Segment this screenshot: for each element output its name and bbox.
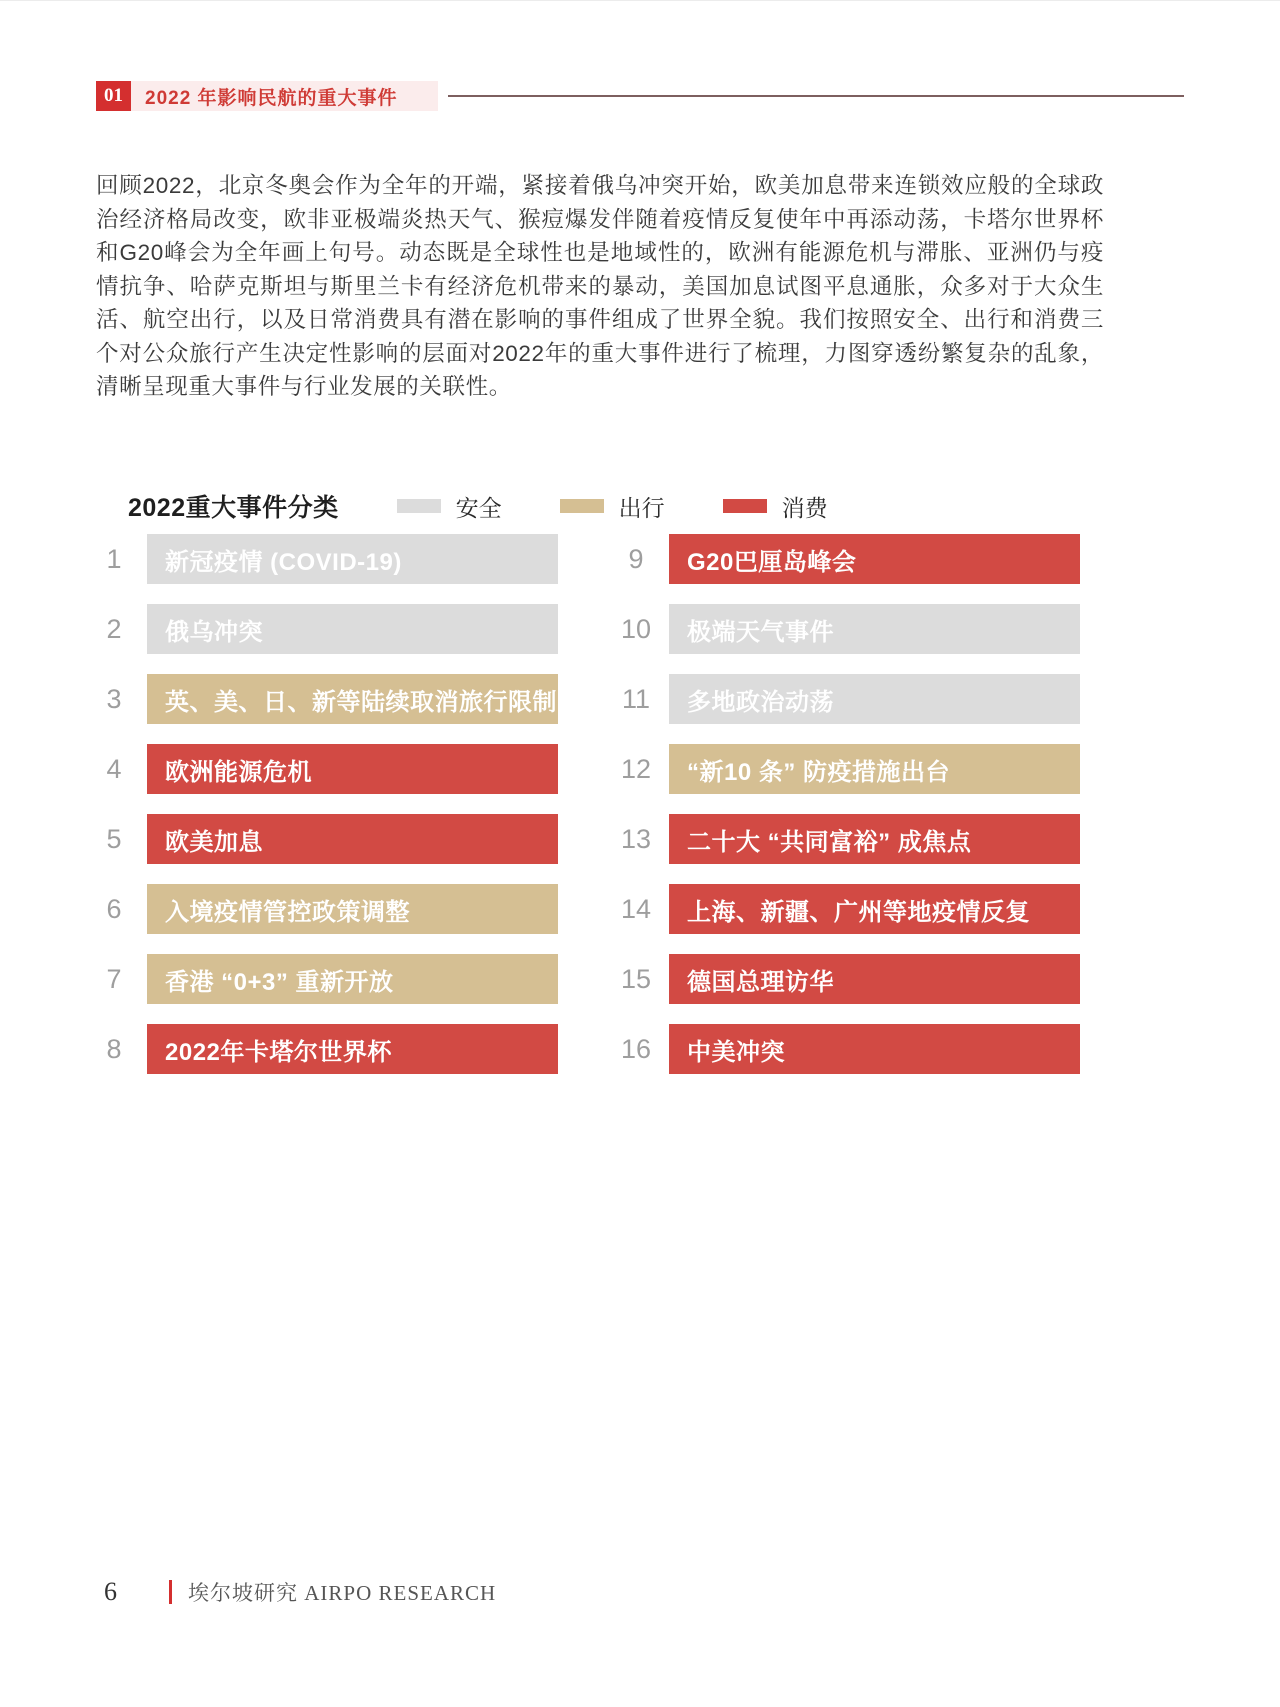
event-number: 13 — [620, 823, 652, 854]
event-bar — [147, 1024, 558, 1074]
event-row-7 — [96, 954, 558, 1004]
event-bar — [147, 604, 558, 654]
event-row-6 — [96, 884, 558, 934]
event-number: 3 — [106, 683, 122, 714]
event-number: 7 — [106, 963, 122, 994]
event-label: 入境疫情管控政策调整 — [165, 898, 410, 926]
section-number-badge: 01 — [96, 81, 131, 111]
footer-divider — [169, 1580, 172, 1604]
event-bar — [669, 744, 1080, 794]
event-label: 上海、新疆、广州等地疫情反复 — [687, 898, 1030, 926]
event-list — [96, 534, 1080, 1094]
event-bar — [147, 814, 558, 864]
event-row-15 — [618, 954, 1080, 1004]
event-bar — [147, 674, 558, 724]
event-row-12 — [618, 744, 1080, 794]
event-bar — [147, 954, 558, 1004]
event-number: 12 — [620, 753, 652, 784]
legend-swatch-consumption — [723, 499, 767, 513]
header-rule — [448, 95, 1184, 97]
event-bar — [669, 674, 1080, 724]
event-label: 香港 “0+3” 重新开放 — [165, 968, 394, 996]
event-label: “新10 条” 防疫措施出台 — [687, 758, 951, 786]
event-bar — [669, 814, 1080, 864]
event-label: 二十大 “共同富裕” 成焦点 — [687, 828, 972, 856]
legend-item-consumption — [723, 490, 828, 523]
event-row-4 — [96, 744, 558, 794]
event-number: 14 — [620, 893, 652, 924]
event-label: 中美冲突 — [687, 1038, 785, 1066]
event-bar — [669, 954, 1080, 1004]
event-row-13 — [618, 814, 1080, 864]
legend-label-consumption: 消费 — [781, 494, 828, 521]
event-label: 德国总理访华 — [687, 968, 834, 996]
event-label: 新冠疫情 (COVID-19) — [165, 548, 402, 576]
event-bar — [669, 534, 1080, 584]
page-footer — [104, 1577, 496, 1607]
event-row-2 — [96, 604, 558, 654]
section-header — [96, 81, 1184, 111]
event-number: 16 — [620, 1033, 652, 1064]
legend-label-travel: 出行 — [618, 494, 665, 521]
event-row-9 — [618, 534, 1080, 584]
legend-item-safety — [397, 490, 502, 523]
event-label: 多地政治动荡 — [687, 688, 834, 716]
event-label: 英、美、日、新等陆续取消旅行限制 — [165, 688, 557, 716]
intro-paragraph: 回顾2022，北京冬奥会作为全年的开端，紧接着俄乌冲突开始，欧美加息带来连锁效应般的全球政治经济格局改变，欧非亚极端炎热天气、猴痘爆发伴随着疫情反复使年中再添动荡，卡塔尔世界杯和G20峰会为全年画上句号。动态既是全球性也是地域性的，欧洲有能源危机与滞胀、亚洲仍与疫情抗争、哈萨克斯坦与斯里兰卡有经济危机带来的暴动，美国加息试图平息通胀，众多对于大众生活、航空出行，以及日常消费具有潜在影响的事件组成了世界全貌。我们按照安全、出行和消费三个对公众旅行产生决定性影响的层面对2022年的重大事件进行了梳理，力图穿透纷繁复杂的乱象，清晰呈现重大事件与行业发展的关联性。 — [96, 173, 1104, 399]
footer-brand: 埃尔坡研究 AIRPO RESEARCH — [188, 1581, 497, 1605]
legend-swatch-safety — [397, 499, 441, 513]
event-row-5 — [96, 814, 558, 864]
event-bar — [669, 1024, 1080, 1074]
event-number: 4 — [106, 753, 122, 784]
event-bar — [147, 534, 558, 584]
event-label: 极端天气事件 — [687, 618, 834, 646]
event-number: 9 — [628, 543, 644, 574]
event-label: 欧美加息 — [165, 828, 263, 856]
legend-swatch-travel — [560, 499, 604, 513]
event-row-10 — [618, 604, 1080, 654]
events-column-right — [618, 534, 1080, 1094]
legend-label-safety: 安全 — [455, 494, 502, 521]
event-number: 1 — [106, 543, 122, 574]
event-number: 8 — [106, 1033, 122, 1064]
event-bar — [669, 884, 1080, 934]
event-row-11 — [618, 674, 1080, 724]
event-number: 5 — [106, 823, 122, 854]
event-bar — [147, 884, 558, 934]
event-label: G20巴厘岛峰会 — [687, 548, 857, 576]
event-label: 欧洲能源危机 — [165, 758, 312, 786]
event-row-16 — [618, 1024, 1080, 1074]
event-row-14 — [618, 884, 1080, 934]
event-number: 6 — [106, 893, 122, 924]
event-number: 10 — [620, 613, 652, 644]
page-number: 6 — [104, 1577, 117, 1606]
section-title: 2022 年影响民航的重大事件 — [131, 81, 438, 111]
event-bar — [669, 604, 1080, 654]
legend-title: 2022重大事件分类 — [128, 494, 339, 522]
event-row-8 — [96, 1024, 558, 1074]
event-number: 15 — [620, 963, 652, 994]
event-row-3 — [96, 674, 558, 724]
chart-legend — [128, 488, 828, 524]
event-bar — [147, 744, 558, 794]
event-label: 2022年卡塔尔世界杯 — [165, 1038, 392, 1066]
event-number: 2 — [106, 613, 122, 644]
report-page — [0, 1, 1280, 1707]
legend-item-travel — [560, 490, 665, 523]
event-row-1 — [96, 534, 558, 584]
event-label: 俄乌冲突 — [165, 618, 263, 646]
events-column-left — [96, 534, 558, 1094]
event-number: 11 — [621, 683, 651, 714]
